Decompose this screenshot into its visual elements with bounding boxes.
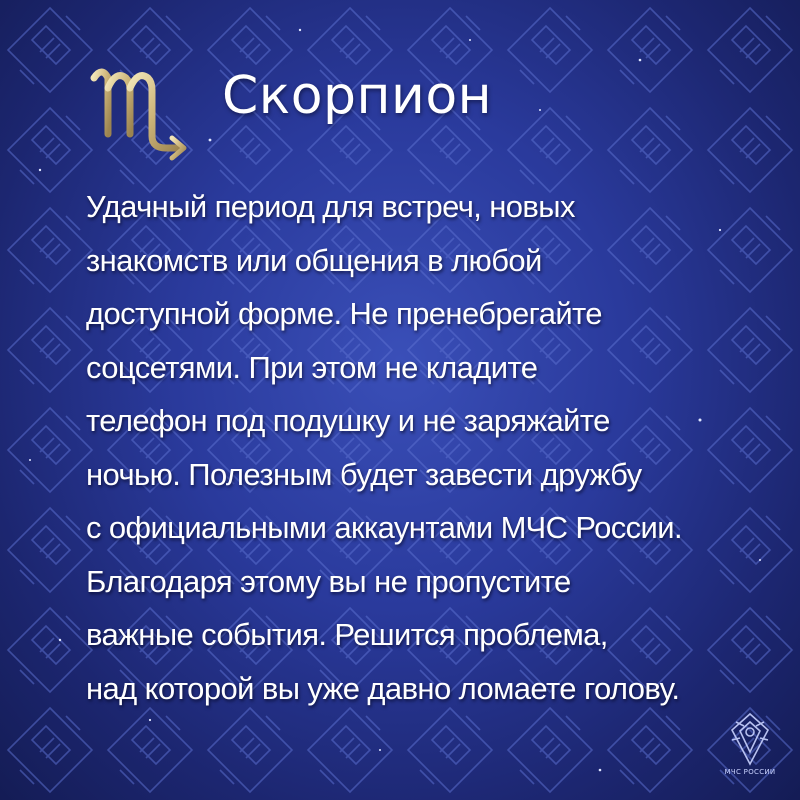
- text-line: ночью. Полезным будет завести дружбу: [86, 456, 642, 492]
- text-line: телефон под подушку и не заряжайте: [86, 403, 610, 438]
- text-line: с официальными аккаунтами МЧС России.: [86, 510, 682, 545]
- text-line: знакомств или общения в любой: [86, 242, 542, 278]
- logo-caption: МЧС РОССИИ: [724, 768, 776, 776]
- page-title: Скорпион: [222, 66, 493, 126]
- text-line: соцсетями. При этом не кладите: [86, 349, 538, 385]
- horoscope-text: [86, 180, 786, 715]
- text-line: над которой вы уже давно ломаете голову.: [86, 670, 680, 706]
- text-line: доступной форме. Не пренебрегайте: [86, 296, 602, 331]
- text-line: Благодаря этому вы не пропустите: [86, 563, 571, 599]
- scorpio-sign-icon: [86, 56, 196, 166]
- text-line: Удачный период для встреч, новых: [86, 189, 575, 224]
- mchs-emblem-icon: [726, 712, 774, 766]
- text-line: важные события. Решится проблема,: [86, 617, 608, 652]
- mchs-logo: [720, 712, 780, 786]
